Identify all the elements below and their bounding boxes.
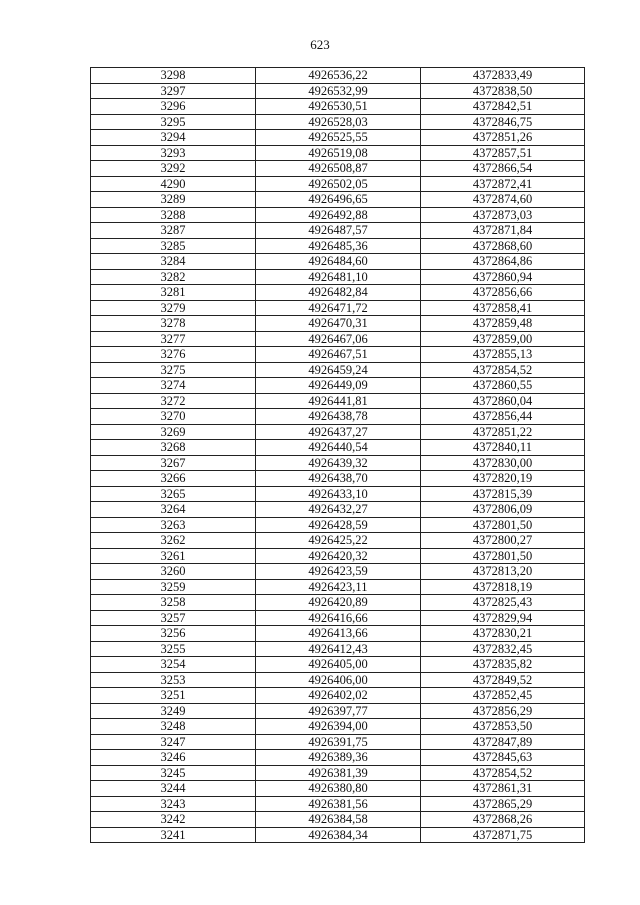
point-number-cell: 3274 [91,378,256,394]
y-coordinate-cell: 4372854,52 [421,362,585,378]
point-number-cell: 3258 [91,595,256,611]
y-coordinate-cell: 4372849,52 [421,672,585,688]
y-coordinate-cell: 4372856,29 [421,703,585,719]
point-number-cell: 3246 [91,750,256,766]
table-row [91,827,585,843]
y-coordinate-cell: 4372857,51 [421,145,585,161]
y-coordinate-cell: 4372856,44 [421,409,585,425]
y-coordinate-cell: 4372846,75 [421,114,585,130]
y-coordinate-cell: 4372825,43 [421,595,585,611]
page-number: 623 [310,37,330,52]
x-coordinate-cell: 4926437,27 [256,424,421,440]
y-coordinate-cell: 4372861,31 [421,781,585,797]
y-coordinate-cell: 4372860,94 [421,269,585,285]
x-coordinate-cell: 4926532,99 [256,83,421,99]
y-coordinate-cell: 4372854,52 [421,765,585,781]
coordinates-table [90,67,585,843]
x-coordinate-cell: 4926433,10 [256,486,421,502]
table-row [91,347,585,363]
table-row [91,796,585,812]
point-number-cell: 3254 [91,657,256,673]
x-coordinate-cell: 4926423,11 [256,579,421,595]
x-coordinate-cell: 4926467,51 [256,347,421,363]
x-coordinate-cell: 4926438,78 [256,409,421,425]
table-row [91,564,585,580]
x-coordinate-cell: 4926402,02 [256,688,421,704]
x-coordinate-cell: 4926380,80 [256,781,421,797]
y-coordinate-cell: 4372859,48 [421,316,585,332]
x-coordinate-cell: 4926428,59 [256,517,421,533]
table-row [91,331,585,347]
table-row [91,176,585,192]
x-coordinate-cell: 4926502,05 [256,176,421,192]
x-coordinate-cell: 4926381,39 [256,765,421,781]
y-coordinate-cell: 4372856,66 [421,285,585,301]
table-row [91,812,585,828]
x-coordinate-cell: 4926459,24 [256,362,421,378]
table-row [91,595,585,611]
table-row [91,781,585,797]
x-coordinate-cell: 4926425,22 [256,533,421,549]
x-coordinate-cell: 4926485,36 [256,238,421,254]
x-coordinate-cell: 4926482,84 [256,285,421,301]
x-coordinate-cell: 4926492,88 [256,207,421,223]
table-row [91,703,585,719]
point-number-cell: 3243 [91,796,256,812]
y-coordinate-cell: 4372852,45 [421,688,585,704]
x-coordinate-cell: 4926481,10 [256,269,421,285]
x-coordinate-cell: 4926381,56 [256,796,421,812]
point-number-cell: 3259 [91,579,256,595]
y-coordinate-cell: 4372860,55 [421,378,585,394]
table-row [91,316,585,332]
point-number-cell: 3281 [91,285,256,301]
y-coordinate-cell: 4372872,41 [421,176,585,192]
point-number-cell: 3268 [91,440,256,456]
table-row [91,579,585,595]
y-coordinate-cell: 4372874,60 [421,192,585,208]
table-row [91,254,585,270]
y-coordinate-cell: 4372859,00 [421,331,585,347]
point-number-cell: 3241 [91,827,256,843]
y-coordinate-cell: 4372806,09 [421,502,585,518]
x-coordinate-cell: 4926389,36 [256,750,421,766]
y-coordinate-cell: 4372855,13 [421,347,585,363]
y-coordinate-cell: 4372871,84 [421,223,585,239]
x-coordinate-cell: 4926420,32 [256,548,421,564]
table-row [91,285,585,301]
table-row [91,517,585,533]
point-number-cell: 3264 [91,502,256,518]
x-coordinate-cell: 4926406,00 [256,672,421,688]
point-number-cell: 3294 [91,130,256,146]
point-number-cell: 3295 [91,114,256,130]
x-coordinate-cell: 4926449,09 [256,378,421,394]
y-coordinate-cell: 4372868,26 [421,812,585,828]
table-row [91,207,585,223]
x-coordinate-cell: 4926438,70 [256,471,421,487]
x-coordinate-cell: 4926405,00 [256,657,421,673]
table-row [91,455,585,471]
point-number-cell: 3289 [91,192,256,208]
y-coordinate-cell: 4372801,50 [421,548,585,564]
table-row [91,269,585,285]
table-row [91,393,585,409]
point-number-cell: 3255 [91,641,256,657]
point-number-cell: 3288 [91,207,256,223]
point-number-cell: 3285 [91,238,256,254]
y-coordinate-cell: 4372873,03 [421,207,585,223]
x-coordinate-cell: 4926432,27 [256,502,421,518]
table-row [91,83,585,99]
x-coordinate-cell: 4926470,31 [256,316,421,332]
x-coordinate-cell: 4926397,77 [256,703,421,719]
coordinates-table-container [90,67,584,843]
point-number-cell: 3278 [91,316,256,332]
point-number-cell: 3270 [91,409,256,425]
point-number-cell: 3276 [91,347,256,363]
table-row [91,750,585,766]
table-row [91,223,585,239]
x-coordinate-cell: 4926508,87 [256,161,421,177]
y-coordinate-cell: 4372800,27 [421,533,585,549]
table-row [91,626,585,642]
y-coordinate-cell: 4372829,94 [421,610,585,626]
y-coordinate-cell: 4372847,89 [421,734,585,750]
point-number-cell: 3263 [91,517,256,533]
y-coordinate-cell: 4372830,00 [421,455,585,471]
point-number-cell: 3262 [91,533,256,549]
y-coordinate-cell: 4372835,82 [421,657,585,673]
x-coordinate-cell: 4926420,89 [256,595,421,611]
table-row [91,440,585,456]
y-coordinate-cell: 4372860,04 [421,393,585,409]
point-number-cell: 3267 [91,455,256,471]
point-number-cell: 4290 [91,176,256,192]
y-coordinate-cell: 4372840,11 [421,440,585,456]
table-row [91,502,585,518]
x-coordinate-cell: 4926528,03 [256,114,421,130]
table-row [91,145,585,161]
y-coordinate-cell: 4372815,39 [421,486,585,502]
x-coordinate-cell: 4926384,34 [256,827,421,843]
y-coordinate-cell: 4372871,75 [421,827,585,843]
table-row [91,130,585,146]
table-row [91,161,585,177]
table-row [91,99,585,115]
x-coordinate-cell: 4926391,75 [256,734,421,750]
table-row [91,238,585,254]
y-coordinate-cell: 4372853,50 [421,719,585,735]
x-coordinate-cell: 4926439,32 [256,455,421,471]
y-coordinate-cell: 4372833,49 [421,68,585,84]
table-row [91,300,585,316]
table-row [91,68,585,84]
point-number-cell: 3247 [91,734,256,750]
point-number-cell: 3244 [91,781,256,797]
point-number-cell: 3275 [91,362,256,378]
x-coordinate-cell: 4926525,55 [256,130,421,146]
table-row [91,765,585,781]
y-coordinate-cell: 4372866,54 [421,161,585,177]
x-coordinate-cell: 4926394,00 [256,719,421,735]
y-coordinate-cell: 4372851,22 [421,424,585,440]
x-coordinate-cell: 4926412,43 [256,641,421,657]
table-row [91,471,585,487]
point-number-cell: 3287 [91,223,256,239]
y-coordinate-cell: 4372820,19 [421,471,585,487]
table-row [91,719,585,735]
table-row [91,114,585,130]
point-number-cell: 3279 [91,300,256,316]
table-row [91,192,585,208]
point-number-cell: 3297 [91,83,256,99]
x-coordinate-cell: 4926536,22 [256,68,421,84]
x-coordinate-cell: 4926496,65 [256,192,421,208]
point-number-cell: 3282 [91,269,256,285]
point-number-cell: 3248 [91,719,256,735]
x-coordinate-cell: 4926441,81 [256,393,421,409]
point-number-cell: 3284 [91,254,256,270]
x-coordinate-cell: 4926416,66 [256,610,421,626]
point-number-cell: 3261 [91,548,256,564]
point-number-cell: 3293 [91,145,256,161]
table-row [91,672,585,688]
table-row [91,362,585,378]
x-coordinate-cell: 4926487,57 [256,223,421,239]
table-row [91,641,585,657]
point-number-cell: 3277 [91,331,256,347]
point-number-cell: 3296 [91,99,256,115]
point-number-cell: 3298 [91,68,256,84]
point-number-cell: 3256 [91,626,256,642]
point-number-cell: 3260 [91,564,256,580]
table-row [91,424,585,440]
x-coordinate-cell: 4926484,60 [256,254,421,270]
point-number-cell: 3266 [91,471,256,487]
x-coordinate-cell: 4926440,54 [256,440,421,456]
y-coordinate-cell: 4372858,41 [421,300,585,316]
y-coordinate-cell: 4372868,60 [421,238,585,254]
table-row [91,533,585,549]
point-number-cell: 3251 [91,688,256,704]
x-coordinate-cell: 4926423,59 [256,564,421,580]
table-row [91,486,585,502]
point-number-cell: 3265 [91,486,256,502]
table-row [91,688,585,704]
x-coordinate-cell: 4926467,06 [256,331,421,347]
y-coordinate-cell: 4372865,29 [421,796,585,812]
y-coordinate-cell: 4372864,86 [421,254,585,270]
y-coordinate-cell: 4372838,50 [421,83,585,99]
x-coordinate-cell: 4926384,58 [256,812,421,828]
table-row [91,657,585,673]
point-number-cell: 3245 [91,765,256,781]
point-number-cell: 3292 [91,161,256,177]
point-number-cell: 3272 [91,393,256,409]
y-coordinate-cell: 4372818,19 [421,579,585,595]
y-coordinate-cell: 4372813,20 [421,564,585,580]
y-coordinate-cell: 4372830,21 [421,626,585,642]
point-number-cell: 3242 [91,812,256,828]
table-row [91,734,585,750]
y-coordinate-cell: 4372832,45 [421,641,585,657]
x-coordinate-cell: 4926530,51 [256,99,421,115]
x-coordinate-cell: 4926413,66 [256,626,421,642]
point-number-cell: 3269 [91,424,256,440]
y-coordinate-cell: 4372851,26 [421,130,585,146]
x-coordinate-cell: 4926519,08 [256,145,421,161]
coordinates-table-body [91,68,585,843]
point-number-cell: 3253 [91,672,256,688]
table-row [91,548,585,564]
table-row [91,610,585,626]
table-row [91,409,585,425]
point-number-cell: 3257 [91,610,256,626]
y-coordinate-cell: 4372842,51 [421,99,585,115]
y-coordinate-cell: 4372845,63 [421,750,585,766]
y-coordinate-cell: 4372801,50 [421,517,585,533]
x-coordinate-cell: 4926471,72 [256,300,421,316]
point-number-cell: 3249 [91,703,256,719]
table-row [91,378,585,394]
